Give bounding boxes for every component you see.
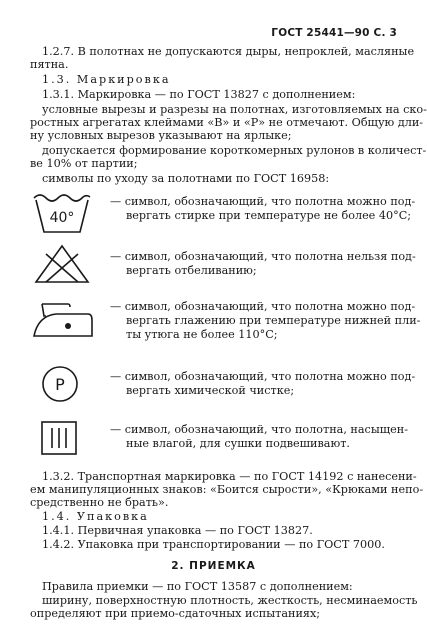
paragraph-c: символы по уходу за полотнами по ГОСТ 16958:: [42, 172, 330, 185]
iron-one-dot-icon: [30, 296, 98, 340]
care-symbol-text-dryclean-line-1: — символ, обозначающий, что полотна можно под-: [110, 370, 416, 383]
wash-temperature-label: 40°: [49, 210, 75, 226]
care-symbol-text-dripdry-line-2: ные влагой, для сушки подвешивают.: [126, 437, 350, 450]
care-symbol-text-iron-line-3: ты утюга не более 110°С;: [126, 328, 278, 341]
paragraph-2-line-3: определяют при приемо-сдаточных испытаниях;: [30, 607, 321, 620]
paragraph-a-line-3: ну условных вырезов указывают на ярлыке;: [30, 129, 292, 142]
wash-tub-40-icon: [30, 188, 94, 236]
paragraph-1-3-2-line-1: 1.3.2. Транспортная маркировка — по ГОСТ 14192 с нанесени-: [42, 470, 417, 483]
care-symbol-text-dripdry-line-1: — символ, обозначающий, что полотна, насыщен-: [110, 423, 408, 436]
paragraph-1-2-7-line-1: 1.2.7. В полотнах не допускаются дыры, непроклей, масляные: [42, 45, 415, 58]
paragraph-a-line-1: условные вырезы и разрезы на полотнах, изготовляемых на ско-: [42, 103, 427, 116]
care-symbol-text-iron-line-2: вергать глажению при температуре нижней пли-: [126, 314, 421, 327]
care-symbol-text-wash-line-2: вергать стирке при температуре не более 40°С;: [126, 209, 412, 222]
section-2-heading: 2. ПРИЕМКА: [171, 560, 256, 572]
dry-clean-letter: P: [55, 375, 65, 394]
paragraph-1-2-7-line-2: пятна.: [30, 58, 69, 71]
paragraph-b-line-1: допускается формирование короткомерных рулонов в количест-: [42, 144, 427, 157]
paragraph-1-4-1: 1.4.1. Первичная упаковка — по ГОСТ 13827.: [42, 524, 313, 537]
care-symbol-text-wash-line-1: — символ, обозначающий, что полотна можно под-: [110, 195, 416, 208]
care-symbol-text-iron-line-1: — символ, обозначающий, что полотна можно под-: [110, 300, 416, 313]
paragraph-1-3-1: 1.3.1. Маркировка — по ГОСТ 13827 с дополнением:: [42, 88, 356, 101]
paragraph-2-line-2: ширину, поверхностную плотность, жесткость, несминаемость: [42, 594, 418, 607]
paragraph-2-line-1: Правила приемки — по ГОСТ 13587 с дополнением:: [42, 580, 353, 593]
care-symbol-text-bleach-line-2: вергать отбеливанию;: [126, 264, 257, 277]
paragraph-1-3-2-line-3: средственно не брать».: [30, 496, 169, 509]
no-bleach-icon: [30, 244, 94, 284]
drip-dry-icon: [30, 418, 94, 458]
dry-clean-p-icon: [30, 362, 94, 406]
section-1-4-heading: 1.4. Упаковка: [42, 510, 149, 523]
paragraph-1-3-2-line-2: ем манипуляционных знаков: «Боится сырости», «Крюками непо-: [30, 483, 424, 496]
care-symbol-text-dryclean-line-2: вергать химической чистке;: [126, 384, 295, 397]
paragraph-1-4-2: 1.4.2. Упаковка при транспортировании — по ГОСТ 7000.: [42, 538, 385, 551]
paragraph-a-line-2: ростных агрегатах клеймами «В» и «Р» не отмечают. Общую дли-: [30, 116, 424, 129]
page-header: ГОСТ 25441—90 С. 3: [271, 27, 397, 39]
care-symbol-text-bleach-line-1: — символ, обозначающий, что полотна нельзя под-: [110, 250, 416, 263]
section-1-3-heading: 1.3. Маркировка: [42, 73, 171, 86]
paragraph-b-line-2: ве 10% от партии;: [30, 157, 138, 170]
